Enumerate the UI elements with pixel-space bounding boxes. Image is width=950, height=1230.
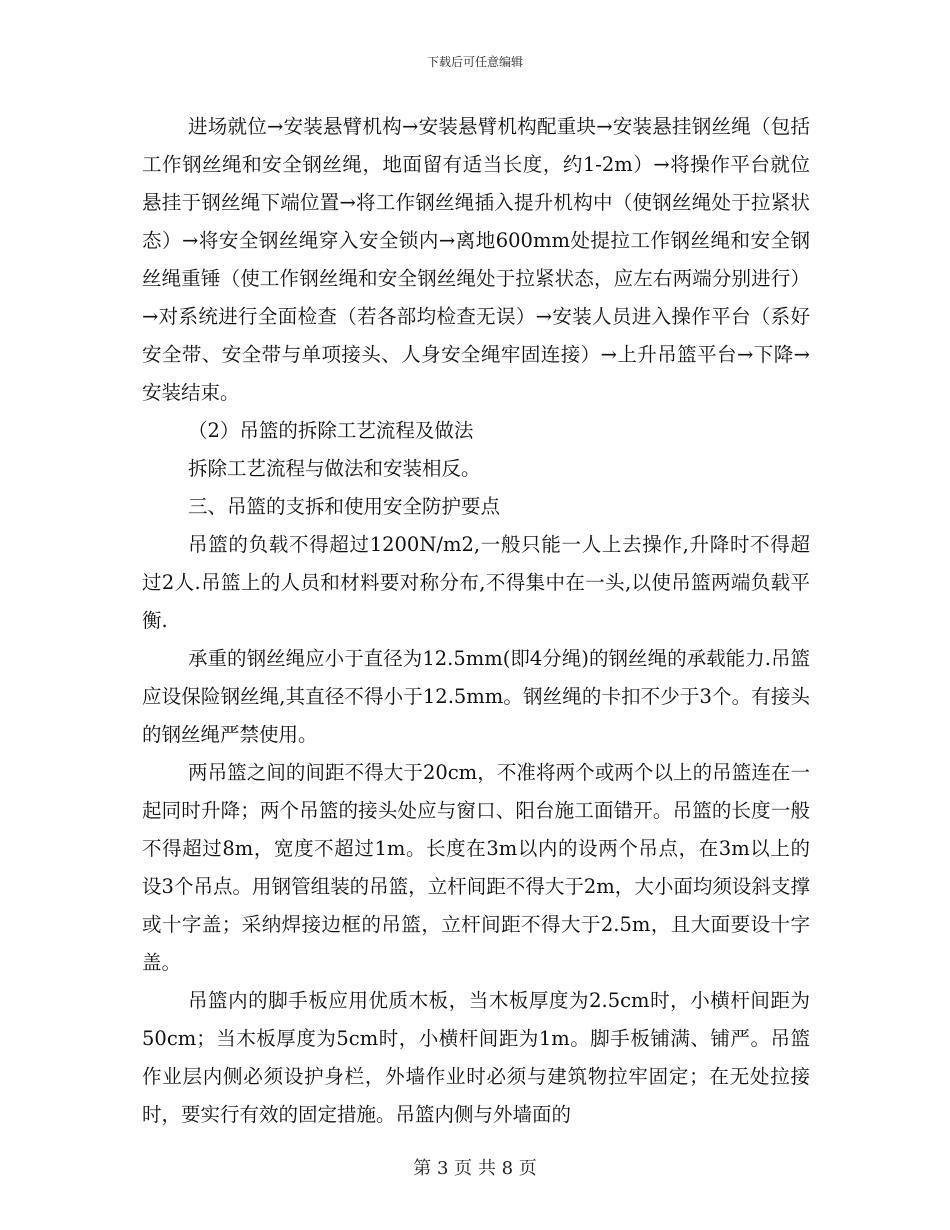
paragraph-scaffold-board: 吊篮内的脚手板应用优质木板，当木板厚度为2.5cm时，小横杆间距为50cm；当木板厚度为5cm时，小横杆间距为1m。脚手板铺满、铺严。吊篮作业层内侧必须设护身栏，外墙作业时必须与建筑物拉牢固定；在无处拉接时，要实行有效的固定措施。吊篮内侧与外墙面的	[142, 989, 810, 1126]
paragraph-install-process: 进场就位→安装悬臂机构→安装悬臂机构配重块→安装悬挂钢丝绳（包括工作钢丝绳和安全钢丝绳，地面留有适当长度，约1-2m）→将操作平台就位悬挂于钢丝绳下端位置→将工作钢丝绳插入提升机构中（使钢丝绳处于拉紧状态）→将安全钢丝绳穿入安全锁内→离地600mm处提拉工作钢丝绳和安全钢丝绳重锤（使工作钢丝绳和安全钢丝绳处于拉紧状态，应左右两端分别进行）→对系统进行全面检查（若各部均检查无误）→安装人员进入操作平台（系好安全带、安全带与单项接头、人身安全绳牢固连接）→上升吊篮平台→下降→安装结束。	[142, 115, 810, 404]
page-header: 下载后可任意编辑	[426, 55, 523, 69]
paragraph-removal-method: 拆除工艺流程与做法和安装相反。	[188, 457, 481, 480]
paragraph-wire-rope: 承重的钢丝绳应小于直径为12.5mm(即4分绳)的钢丝绳的承载能力.吊篮应设保险钢丝绳,其直径不得小于12.5mm。钢丝绳的卡扣不少于3个。有接头的钢丝绳严禁使用。	[142, 647, 810, 746]
page-number-footer: 第 3 页 共 8 页	[413, 1158, 537, 1179]
paragraph-load-limit: 吊篮的负载不得超过1200N/m2,一般只能一人上去操作,升降时不得超过2人.吊篮上的人员和材料要对称分布,不得集中在一头,以使吊篮两端负载平衡.	[142, 533, 810, 632]
document-body	[142, 108, 810, 1134]
paragraph-spacing-size: 两吊篮之间的间距不得大于20cm，不准将两个或两个以上的吊篮连在一起同时升降；两个吊篮的接头处应与窗口、阳台施工面错开。吊篮的长度一般不得超过8m，宽度不超过1m。长度在3m以内的设两个吊点，在3m以上的设3个吊点。用钢管组装的吊篮，立杆间距不得大于2m，大小面均须设斜支撑或十字盖；采纳焊接边框的吊篮，立杆间距不得大于2.5m，且大面要设十字盖。	[142, 761, 810, 974]
section-heading-safety: 三、吊篮的支拆和使用安全防护要点	[188, 495, 501, 518]
subheading-removal-process: （2）吊篮的拆除工艺流程及做法	[188, 419, 474, 442]
